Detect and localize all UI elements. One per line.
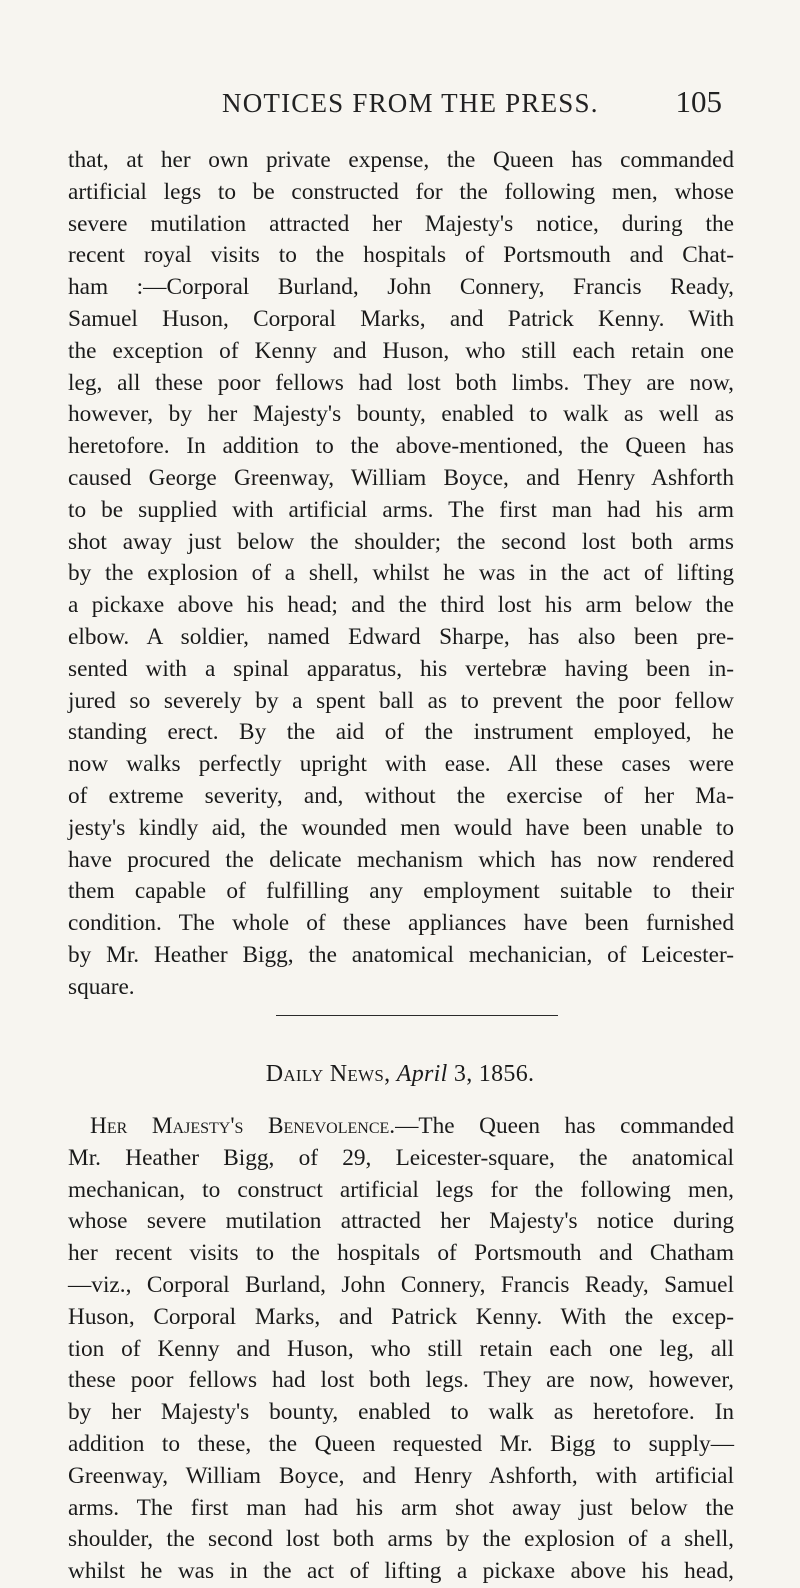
page-number: 105 [675, 84, 722, 119]
running-title: NOTICES FROM THE PRESS. [222, 88, 599, 118]
source-date: 3, 1856. [447, 1061, 535, 1087]
text-line: whose severe mutilation attracted her Majesty's notice during [68, 1208, 734, 1235]
article-paragraph [68, 145, 734, 1004]
text-line: addition to these, the Queen requested Mr. Bigg to supply— [68, 1430, 734, 1457]
text-line: tion of Kenny and Huson, who still retain each one leg, all [68, 1335, 734, 1362]
source-month: April [396, 1061, 448, 1087]
text-line: caused George Greenway, William Boyce, and Henry Ashforth [68, 464, 734, 491]
text-line: recent royal visits to the hospitals of Portsmouth and Chat- [68, 242, 734, 269]
text-line: jesty's kindly aid, the wounded men would have been unable to [68, 814, 734, 841]
text-line: Huson, Corporal Marks, and Patrick Kenny. With the excep- [68, 1303, 734, 1330]
text-line: arms. The first man had his arm shot away just below the [68, 1494, 734, 1521]
text-line: a pickaxe above his head; and the third lost his arm below the [68, 592, 734, 619]
text-fragment: —The Queen has commanded [395, 1113, 734, 1139]
section-divider [276, 1015, 558, 1016]
text-line: by the explosion of a shell, whilst he was in the act of lifting [68, 560, 734, 587]
text-line: the exception of Kenny and Huson, who still each retain one [68, 337, 734, 364]
text-line [68, 1111, 734, 1143]
text-line: whilst he was in the act of lifting a pickaxe above his head, [68, 1558, 734, 1585]
text-line: sented with a spinal apparatus, his vertebræ having been in- [68, 655, 734, 682]
text-line: of extreme severity, and, without the exercise of her Ma- [68, 782, 734, 809]
text-line: shot away just below the shoulder; the second lost both arms [68, 528, 734, 555]
text-line: shoulder, the second lost both arms by the explosion of a shell, [68, 1526, 734, 1553]
text-line: that, at her own private expense, the Queen has commanded [68, 147, 734, 173]
text-line: standing erect. By the aid of the instrument employed, he [68, 719, 734, 746]
source-citation [0, 1061, 800, 1088]
text-line: severe mutilation attracted her Majesty's notice, during the [68, 210, 734, 237]
text-line: now walks perfectly upright with ease. All these cases were [68, 751, 734, 778]
text-line: Samuel Huson, Corporal Marks, and Patrick Kenny. With [68, 305, 734, 332]
text-line: heretofore. In addition to the above-mentioned, the Queen has [68, 433, 734, 460]
text-line: Greenway, William Boyce, and Henry Ashforth, with artificial [68, 1462, 734, 1489]
text-line: elbow. A soldier, named Edward Sharpe, has also been pre- [68, 623, 734, 650]
text-line: to be supplied with artificial arms. The first man had his arm [68, 496, 734, 523]
text-line: her recent visits to the hospitals of Portsmouth and Chatham [68, 1240, 734, 1267]
text-line: have procured the delicate mechanism which has now rendered [68, 846, 734, 873]
article-paragraph [68, 1111, 734, 1588]
text-line: Mr. Heather Bigg, of 29, Leicester-square, the anatomical [68, 1144, 734, 1171]
source-name: Daily News, [265, 1061, 391, 1087]
text-line: square. [68, 973, 135, 1000]
text-line: them capable of fulfilling any employment suitable to their [68, 878, 734, 905]
text-line: jured so severely by a spent ball as to prevent the poor fellow [68, 687, 734, 714]
text-line: by her Majesty's bounty, enabled to walk as heretofore. In [68, 1399, 734, 1426]
article-heading: Her Majesty's Benevolence. [90, 1113, 396, 1139]
text-line: these poor fellows had lost both legs. They are now, however, [68, 1367, 734, 1394]
text-line: ham :—Corporal Burland, John Connery, Francis Ready, [68, 274, 734, 301]
text-line: artificial legs to be constructed for the following men, whose [68, 178, 734, 205]
text-line: condition. The whole of these appliances have been furnished [68, 910, 734, 937]
text-line: however, by her Majesty's bounty, enabled to walk as well as [68, 401, 734, 428]
text-line: —viz., Corporal Burland, John Connery, Francis Ready, Samuel [68, 1271, 734, 1298]
text-line: by Mr. Heather Bigg, the anatomical mechanician, of Leicester- [68, 941, 734, 968]
text-line: leg, all these poor fellows had lost both limbs. They are now, [68, 369, 734, 396]
text-line: mechanican, to construct artificial legs for the following men, [68, 1176, 734, 1203]
